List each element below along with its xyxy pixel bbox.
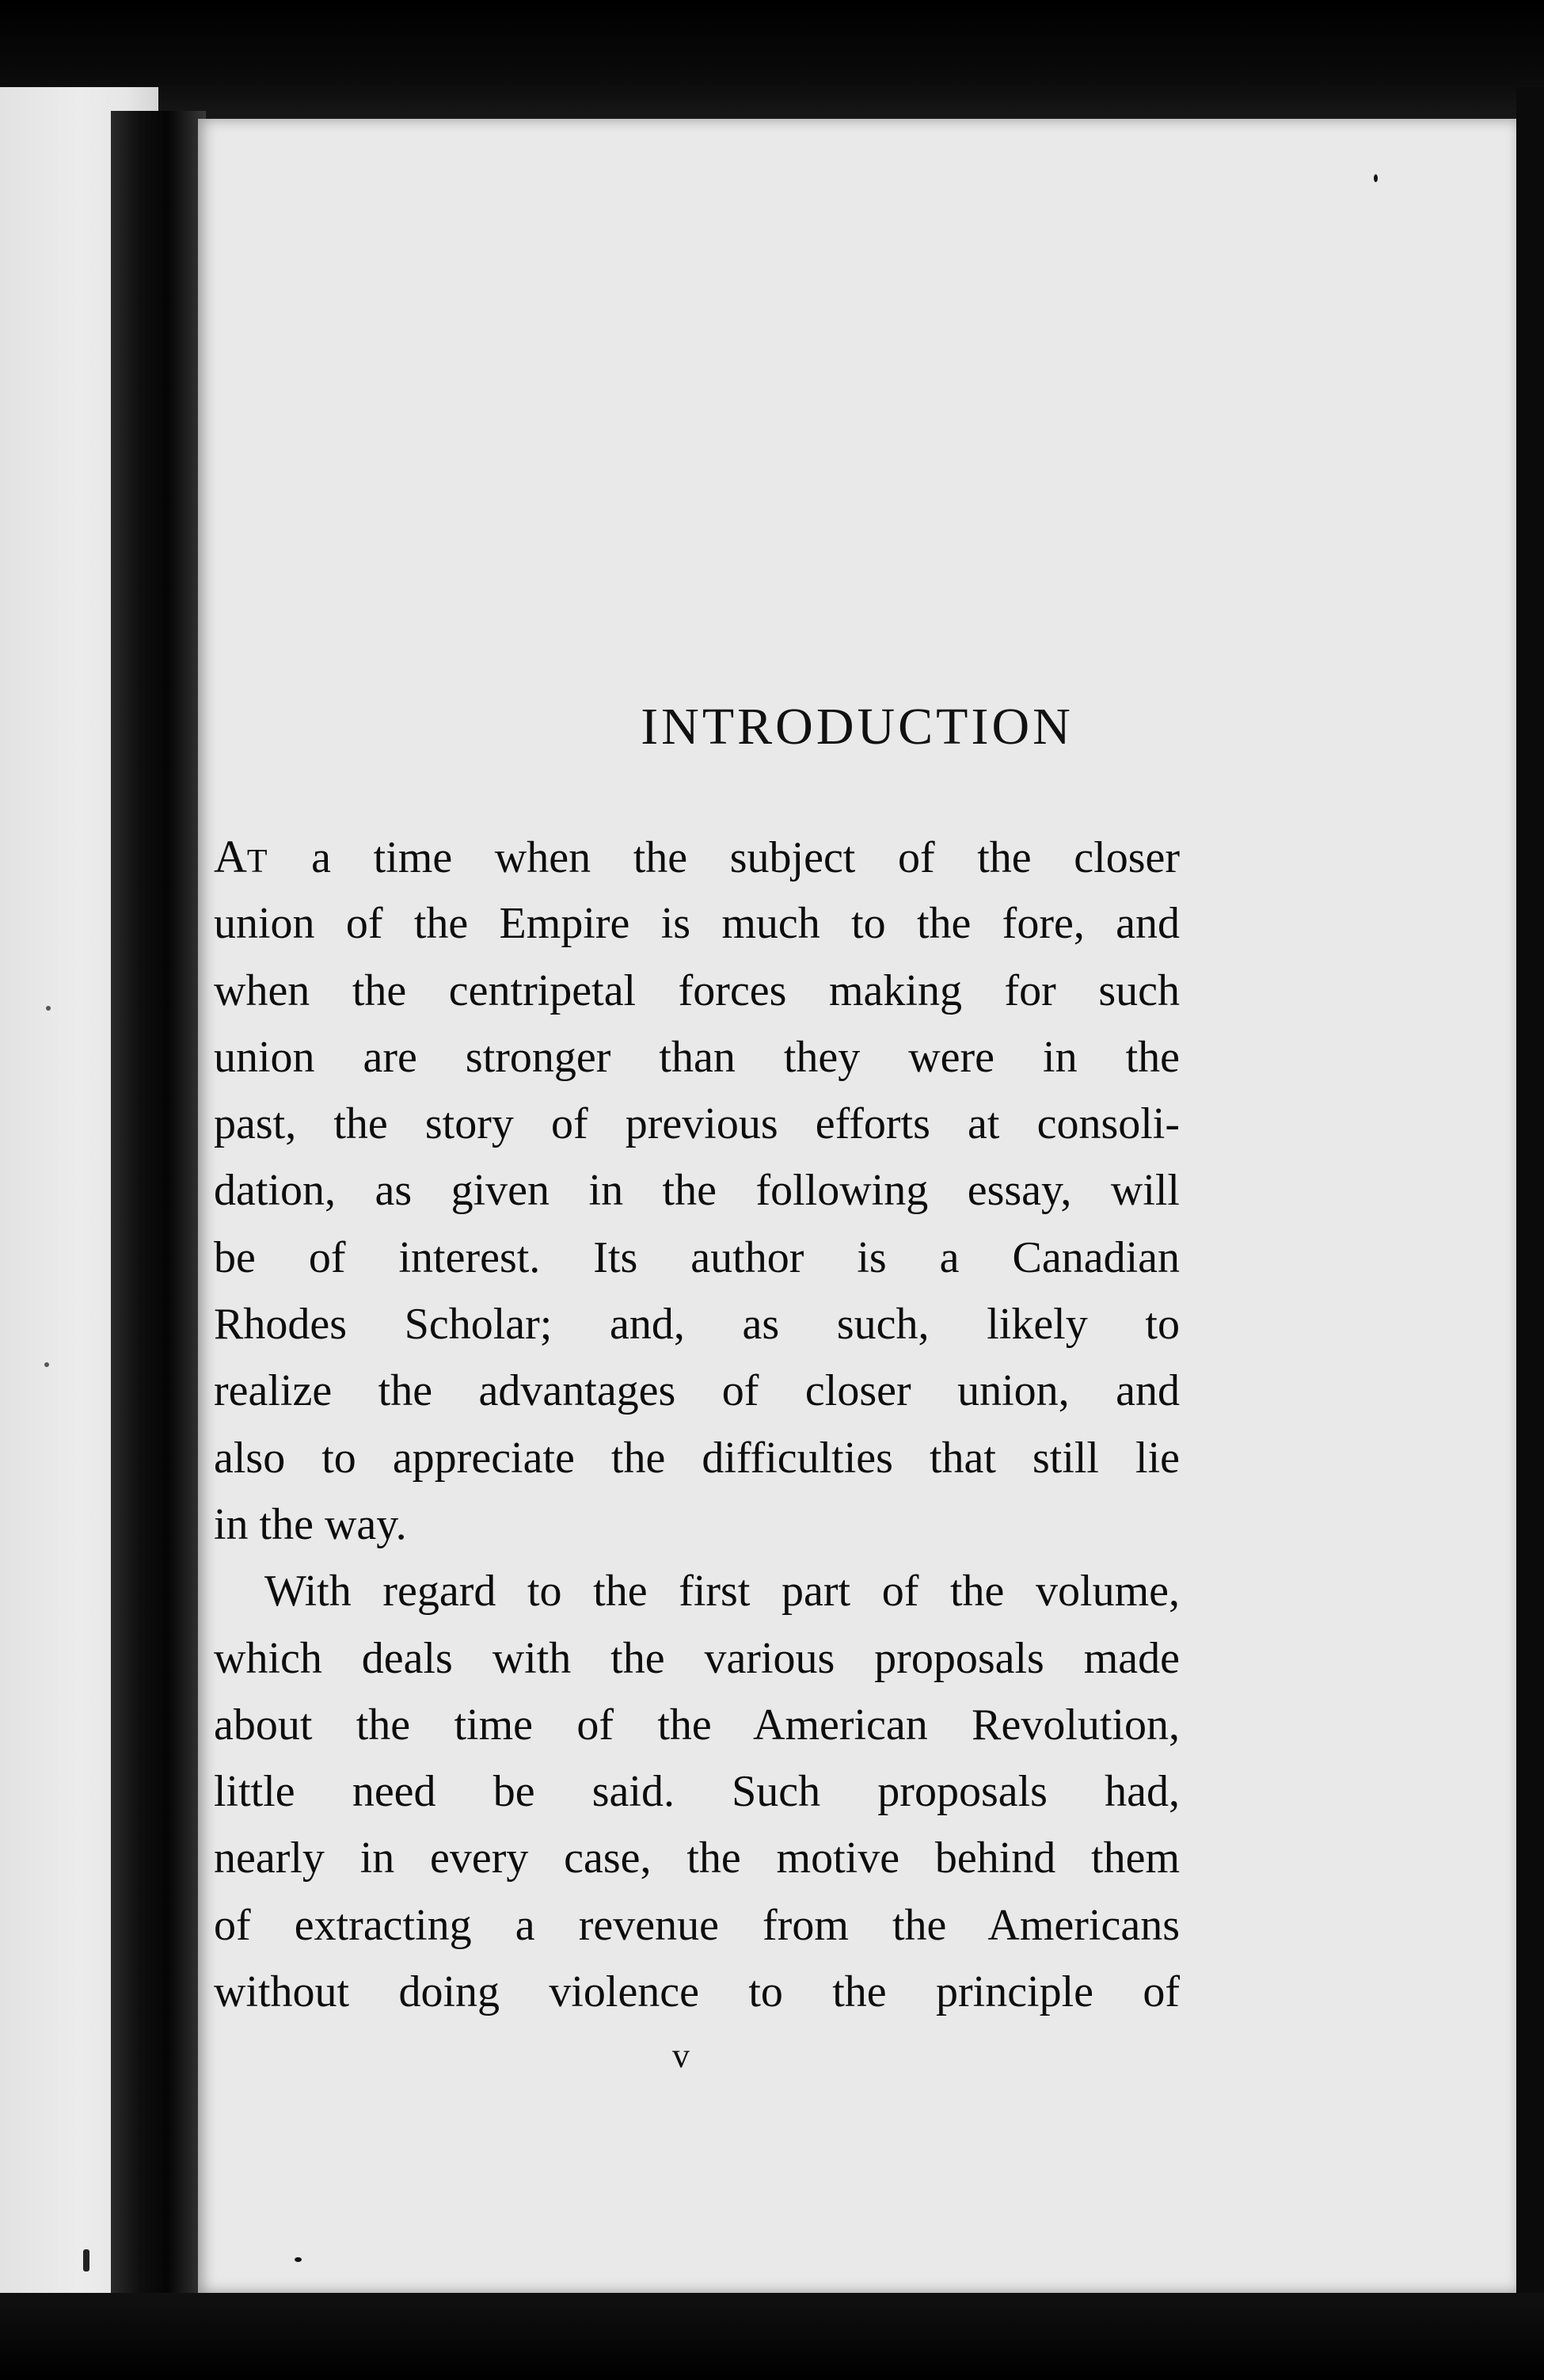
- small-caps-lead-rest: T: [246, 843, 269, 880]
- text-line: realize the advantages of closer union, and: [214, 1366, 1180, 1416]
- text-line: of extracting a revenue from the Americans: [214, 1900, 1180, 1950]
- text-line: which deals with the various proposals made: [214, 1633, 1180, 1683]
- paragraph-2: [214, 1558, 1180, 2025]
- small-caps-lead-capital: A: [214, 831, 247, 882]
- text-line: past, the story of previous efforts at consoli-: [214, 1099, 1180, 1149]
- text-line: when the centripetal forces making for such: [214, 965, 1180, 1015]
- paragraph-1: [214, 824, 1180, 1558]
- text-line: in the way.: [214, 1499, 407, 1549]
- scan-speck: [46, 1006, 51, 1011]
- text-line: union are stronger than they were in the: [214, 1032, 1180, 1082]
- text-line: union of the Empire is much to the fore, and: [214, 899, 1180, 949]
- scan-speck: [1374, 174, 1378, 182]
- chapter-heading: INTRODUCTION: [641, 698, 1074, 756]
- body-text: [214, 824, 1180, 2025]
- text-line: [214, 824, 1180, 890]
- text-line: about the time of the American Revolution,: [214, 1700, 1180, 1750]
- text-line: dation, as given in the following essay, will: [214, 1166, 1180, 1216]
- text-line: be of interest. Its author is a Canadian: [214, 1232, 1180, 1282]
- scan-top-border: [0, 0, 1544, 127]
- text-line: without doing violence to the principle of: [214, 1967, 1180, 2017]
- text-line: With regard to the first part of the volume,: [264, 1567, 1180, 1616]
- scan-speck: [44, 1362, 49, 1367]
- scan-right-border: [1516, 87, 1544, 2321]
- text-line: Rhodes Scholar; and, as such, likely to: [214, 1300, 1180, 1350]
- text-line: also to appreciate the difficulties that still lie: [214, 1433, 1180, 1483]
- text-line-rest: a time when the subject of the closer: [268, 833, 1180, 882]
- scan-speck: [83, 2249, 89, 2271]
- page-number: v: [672, 2036, 690, 2075]
- scan-bottom-border: [0, 2293, 1544, 2380]
- book-binding-gutter: [111, 111, 206, 2321]
- text-line: nearly in every case, the motive behind them: [214, 1834, 1180, 1883]
- scan-speck: [295, 2257, 302, 2262]
- text-line: little need be said. Such proposals had,: [214, 1767, 1180, 1817]
